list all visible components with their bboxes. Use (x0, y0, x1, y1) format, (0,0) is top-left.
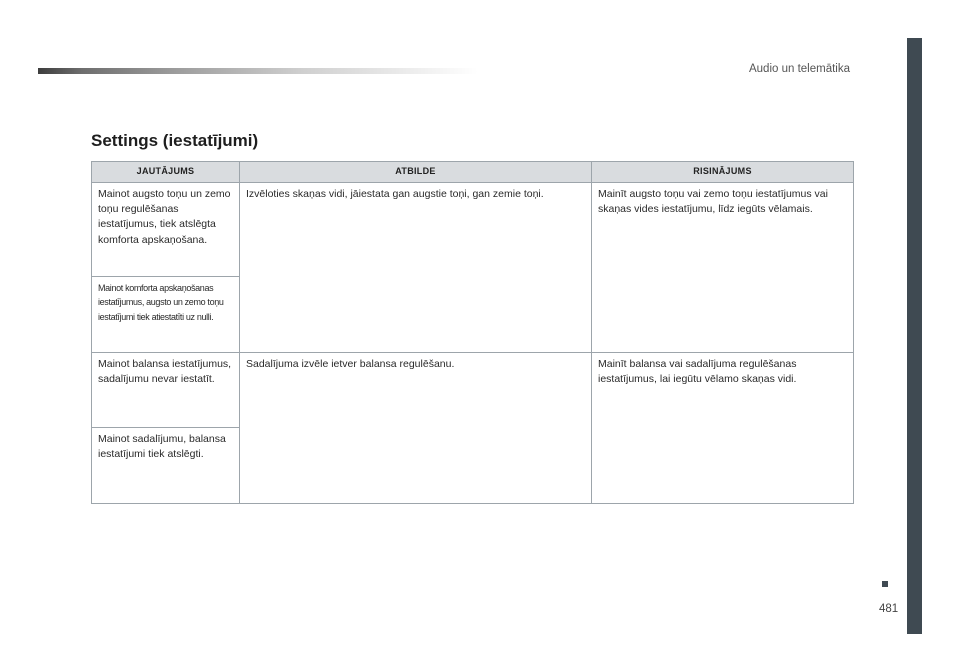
table-row (92, 353, 854, 428)
table-header-row (92, 162, 854, 183)
faq-table (91, 161, 854, 504)
page-marker-square (882, 581, 888, 587)
question-cell-wrapper (92, 277, 240, 353)
page-number: 481 (879, 603, 899, 615)
table-row (92, 183, 854, 277)
question-cell: Mainot komforta apskaņošanas iestatījumus, augsto un zemo toņu iestatījumi tiek atiestatīti uz nulli. (98, 283, 224, 322)
question-cell: Mainot sadalījumu, balansa iestatījumi tiek atslēgti. (92, 428, 240, 504)
solution-cell: Mainīt augsto toņu vai zemo toņu iestatījumus vai skaņas vides iestatījumu, līdz iegūts vēlamais. (592, 183, 854, 353)
column-header-question: JAUTĀJUMS (92, 162, 240, 183)
solution-cell: Mainīt balansa vai sadalījuma regulēšanas iestatījumus, lai iegūtu vēlamo skaņas vidi. (592, 353, 854, 504)
question-cell: Mainot augsto toņu un zemo toņu regulēšanas iestatījumus, tiek atslēgta komforta apskaņošana. (92, 183, 240, 277)
chapter-title: Audio un telemātika (748, 63, 850, 75)
side-tab-strip (907, 38, 922, 634)
answer-cell: Izvēloties skaņas vidi, jāiestata gan augstie toņi, gan zemie toņi. (240, 183, 592, 353)
section-title: Settings (iestatījumi) (91, 131, 259, 150)
column-header-answer: ATBILDE (240, 162, 592, 183)
column-header-solution: RISINĀJUMS (592, 162, 854, 183)
answer-cell: Sadalījuma izvēle ietver balansa regulēšanu. (240, 353, 592, 504)
question-cell: Mainot balansa iestatījumus, sadalījumu nevar iestatīt. (92, 353, 240, 428)
header-decorative-bar (38, 68, 478, 74)
